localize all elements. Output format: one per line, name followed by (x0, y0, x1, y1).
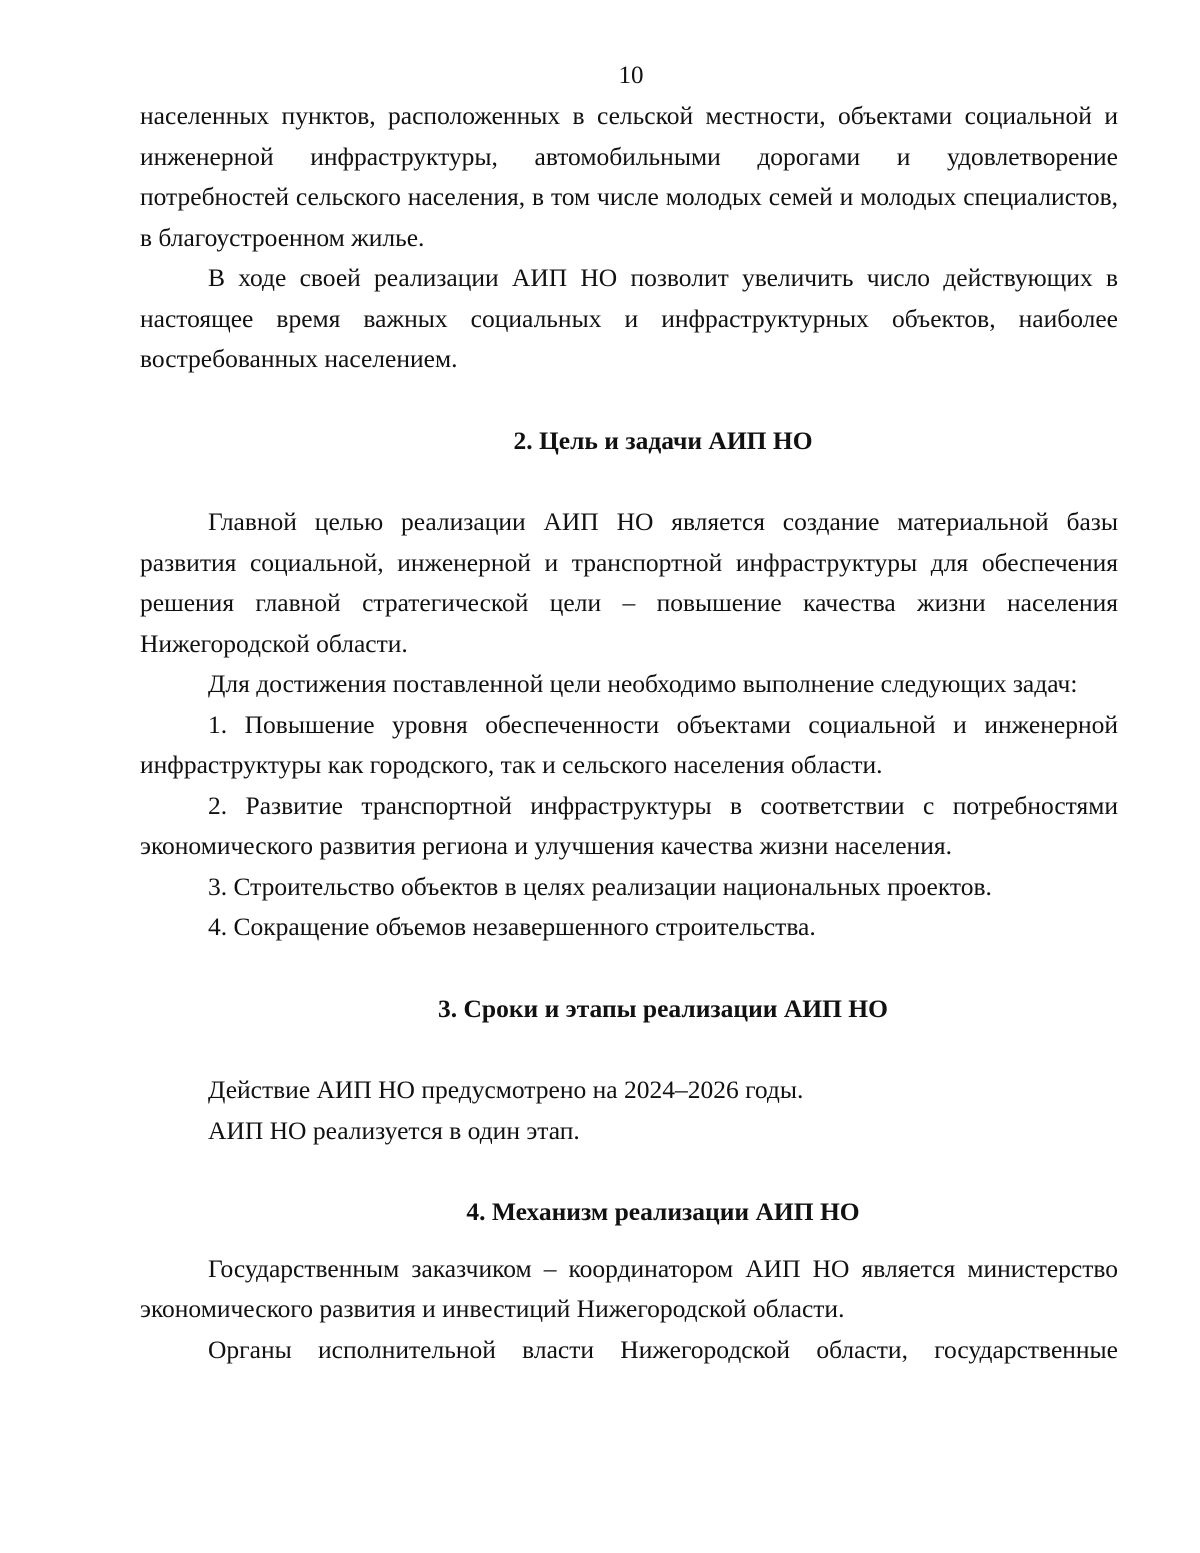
section-4-heading: 4. Механизм реализации АИП НО (466, 1197, 860, 1226)
page-number: 10 (618, 62, 644, 89)
document-page (140, 56, 1118, 1370)
section-4-paragraph-2: Органы исполнительной власти Нижегородской области, государственные (208, 1334, 1118, 1364)
task-item-3: 3. Строительство объектов в целях реализации национальных проектов. (208, 871, 992, 901)
task-item-2: 2. Развитие транспортной инфраструктуры в соответствии с потребностями экономического развития региона и улучшения качества жизни населения. (140, 790, 1118, 860)
intro-paragraph-2: В ходе своей реализации АИП НО позволит увеличить число действующих в настоящее время важных социальных и инфраструктурных объектов, наиболее востребованных населением. (140, 263, 1118, 373)
section-3-heading: 3. Сроки и этапы реализации АИП НО (438, 993, 888, 1023)
section-4-paragraph-1: Государственным заказчиком – координатором АИП НО является министерство экономического развития и инвестиций Нижегородской области. (140, 1253, 1118, 1323)
section-2-paragraph-1: Главной целью реализации АИП НО является создание материальной базы развития социальной, инженерной и транспортной инфраструктуры для обеспечения решения главной стратегической цели – повышение качества жизни населения Нижегородской области. (140, 507, 1118, 658)
section-2-paragraph-2: Для достижения поставленной цели необходимо выполнение следующих задач: (208, 669, 1078, 698)
task-item-4: 4. Сокращение объемов незавершенного строительства. (208, 912, 816, 941)
section-2-heading: 2. Цель и задачи АИП НО (513, 425, 813, 455)
intro-paragraph-1: населенных пунктов, расположенных в сельской местности, объектами социальной и инженерной инфраструктуры, автомобильными дорогами и удовлетворение потребностей сельского населения, в том числе молодых семей и молодых специалистов, в благоустроенном жилье. (140, 101, 1118, 252)
section-3-paragraph-2: АИП НО реализуется в один этап. (208, 1115, 580, 1145)
task-item-1: 1. Повышение уровня обеспеченности объектами социальной и инженерной инфраструктуры как городского, так и сельского населения области. (140, 709, 1118, 779)
section-3-paragraph-1: Действие АИП НО предусмотрено на 2024–2026 годы. (208, 1075, 804, 1104)
